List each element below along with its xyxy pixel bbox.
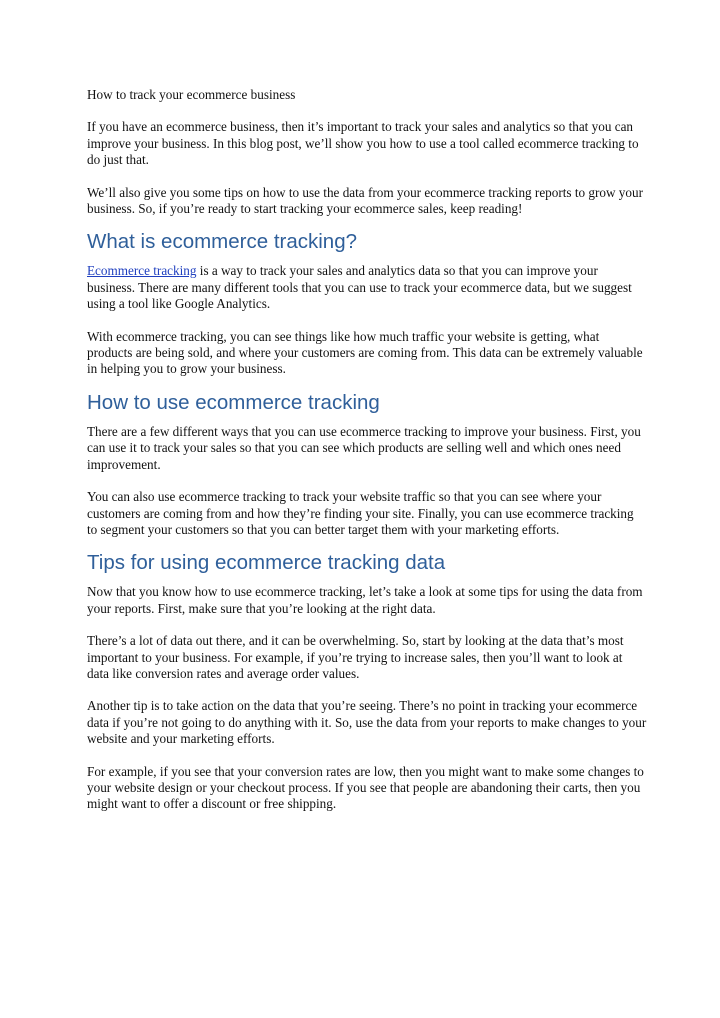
- ecommerce-tracking-link[interactable]: Ecommerce tracking: [87, 263, 197, 279]
- section-heading-how-to-use: How to use ecommerce tracking: [87, 390, 380, 414]
- document-page: [87, 87, 647, 829]
- section-1-paragraph-1-text: is a way to track your sales and analytics data so that you can improve your business. There are many different tools that you can use to track your ecommerce data, but we suggest using a tool like Google Analytics.: [87, 263, 632, 312]
- document-title-line: How to track your ecommerce business: [87, 87, 296, 102]
- intro-paragraph-1: If you have an ecommerce business, then it’s important to track your sales and analytics so that you can improve your business. In this blog post, we’ll show you how to use a tool called ecommerce tracking to do just that.: [87, 119, 639, 168]
- section-3-paragraph-1: Now that you know how to use ecommerce tracking, let’s take a look at some tips for using the data from your reports. First, make sure that you’re looking at the right data.: [87, 584, 643, 616]
- section-heading-what-is: What is ecommerce tracking?: [87, 230, 358, 254]
- intro-paragraph-2: We’ll also give you some tips on how to use the data from your ecommerce tracking reports to grow your business. So, if you’re ready to start tracking your ecommerce sales, keep reading!: [87, 184, 643, 217]
- section-3-paragraph-2: There’s a lot of data out there, and it can be overwhelming. So, start by looking at the data that’s most important to your business. For example, if you’re trying to increase sales, then you’ll want to look at data like conversion rates and average order values.: [87, 633, 624, 681]
- section-3-paragraph-3: Another tip is to take action on the data that you’re seeing. There’s no point in tracking your ecommerce data if you’re not going to do anything with it. So, use the data from your reports to make changes to your website and your marketing efforts.: [87, 698, 647, 747]
- section-2-paragraph-2: You can also use ecommerce tracking to track your website traffic so that you can see where your customers are coming from and how they’re finding your site. Finally, you can use ecommerce tracking to segment your customers so that you can better target them with your marketing efforts.: [87, 489, 634, 537]
- section-1-paragraph-2: With ecommerce tracking, you can see things like how much traffic your website is getting, what products are being sold, and where your customers are coming from. This data can be extremely valuable in helping you to grow your business.: [87, 328, 643, 377]
- section-heading-tips: Tips for using ecommerce tracking data: [87, 551, 446, 575]
- section-2-paragraph-1: There are a few different ways that you can use ecommerce tracking to improve your business. First, you can use it to track your sales so that you can see which products are selling well and which ones need improvement.: [87, 423, 641, 472]
- section-3-paragraph-4: For example, if you see that your conversion rates are low, then you might want to make some changes to your website design or your checkout process. If you see that people are abandoning their carts, then you might want to offer a discount or free shipping.: [87, 763, 644, 812]
- section-1-paragraph-1: [87, 263, 647, 312]
